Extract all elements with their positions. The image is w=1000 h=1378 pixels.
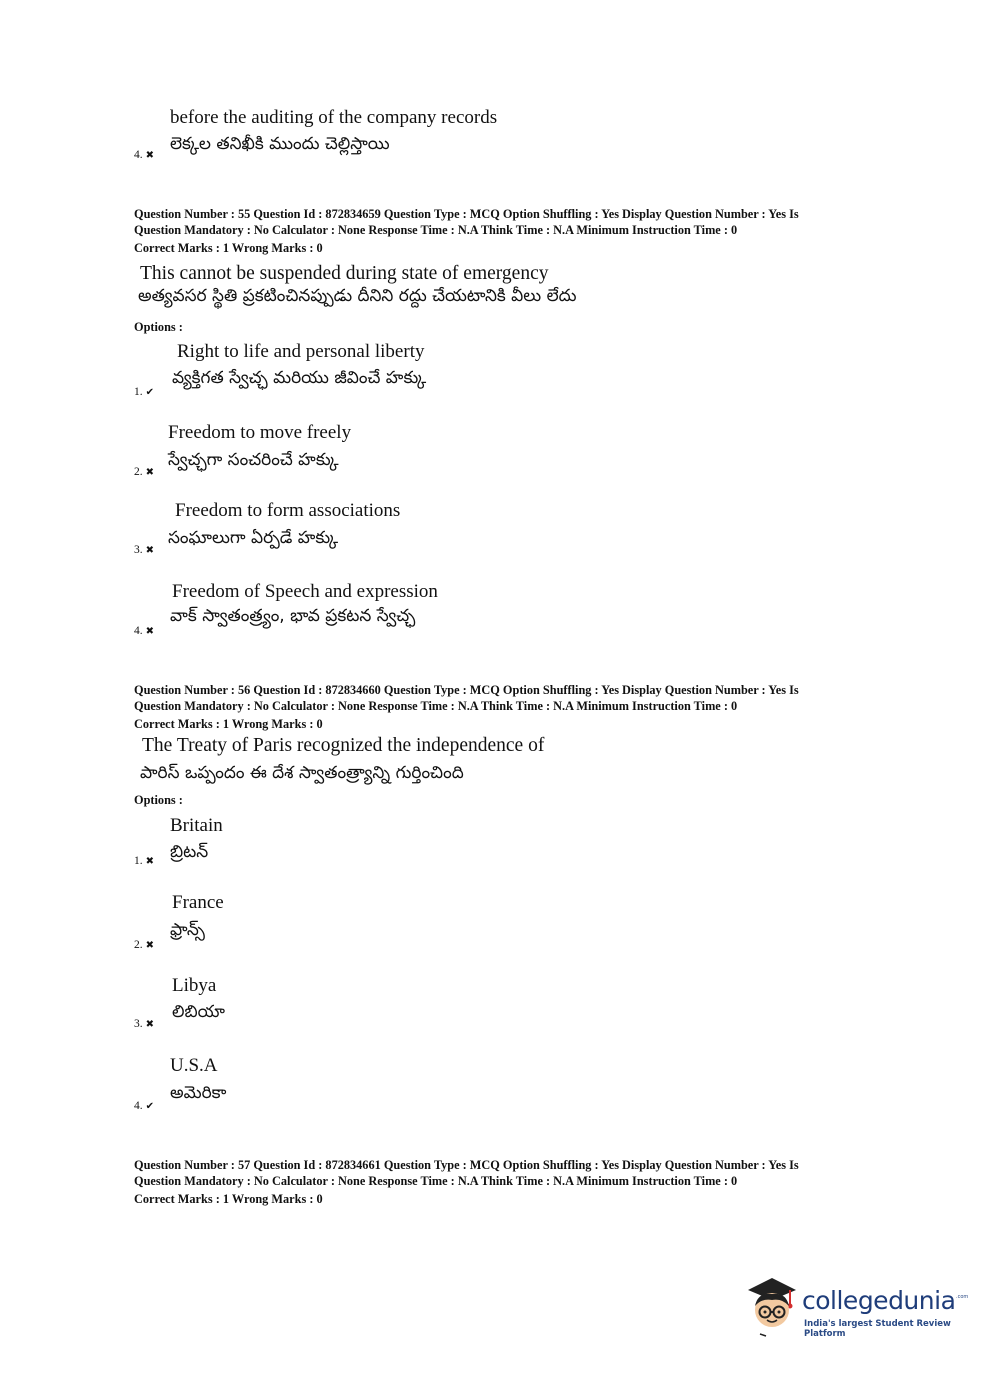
q55-option-1-text-en: Right to life and personal liberty bbox=[177, 341, 425, 362]
q55-option-2-text-te: స్వేచ్ఛగా సంచరించే హక్కు bbox=[168, 450, 339, 470]
question-56-meta: Question Number : 56 Question Id : 872834660 Question Type : MCQ Option Shuffling : Yes Display Question Number : Yes Is Question Mandatory : No Calculator : None Response Time : N.A Think Time : N.A Minimum Instruction Time : 0 Correct Marks : 1 Wrong Marks : 0 bbox=[134, 683, 799, 731]
q55-option-1-text-te: వ్యక్తిగత స్వేచ్ఛ మరియు జీవించే హక్కు bbox=[172, 368, 427, 388]
q55-option-4-text-te: వాక్ స్వాతంత్ర్యం, భావ ప్రకటన స్వేచ్ఛ bbox=[170, 606, 416, 626]
prev-option-4-number: 4. ✖ bbox=[134, 149, 155, 161]
question-56-options-label: Options : bbox=[134, 793, 183, 807]
q56-option-4-text-en: U.S.A bbox=[170, 1055, 218, 1076]
q56-option-4-number: 4. ✔ bbox=[134, 1100, 155, 1112]
question-56-text-en: The Treaty of Paris recognized the independence of bbox=[142, 735, 545, 756]
question-57-meta: Question Number : 57 Question Id : 872834661 Question Type : MCQ Option Shuffling : Yes Display Question Number : Yes Is Question Mandatory : No Calculator : None Response Time : N.A Think Time : N.A Minimum Instruction Time : 0 Correct Marks : 1 Wrong Marks : 0 bbox=[134, 1158, 799, 1206]
question-55-text-en: This cannot be suspended during state of emergency bbox=[140, 263, 549, 284]
q56-option-3-number: 3. ✖ bbox=[134, 1018, 155, 1030]
q56-option-2-number: 2. ✖ bbox=[134, 939, 155, 951]
wrong-mark-icon: ✖ bbox=[145, 1019, 155, 1030]
question-56-text-te: పారిస్ ఒప్పందం ఈ దేశ స్వాతంత్ర్యాన్ని గుర్తించింది bbox=[140, 763, 464, 783]
question-55-meta: Question Number : 55 Question Id : 872834659 Question Type : MCQ Option Shuffling : Yes Display Question Number : Yes Is Question Mandatory : No Calculator : None Response Time : N.A Think Time : N.A Minimum Instruction Time : 0 Correct Marks : 1 Wrong Marks : 0 bbox=[134, 207, 799, 255]
q56-option-2-text-en: France bbox=[172, 892, 224, 913]
q56-option-2-text-te: ఫ్రాన్స్ bbox=[170, 920, 205, 940]
question-55-options-label: Options : bbox=[134, 320, 183, 334]
collegedunia-logo bbox=[742, 1272, 972, 1342]
wrong-mark-icon: ✖ bbox=[145, 856, 155, 867]
wrong-mark-icon: ✖ bbox=[145, 626, 155, 637]
q55-option-2-number: 2. ✖ bbox=[134, 466, 155, 478]
correct-check-icon: ✔ bbox=[145, 1101, 155, 1112]
q55-option-3-text-en: Freedom to form associations bbox=[175, 500, 401, 521]
logo-tagline: India's largest Student Review Platform bbox=[804, 1319, 951, 1339]
q56-option-1-text-en: Britain bbox=[170, 815, 223, 836]
prev-option-4-text-te: లెక్కల తనిఖీకి ముందు చెల్లిస్తాయి bbox=[170, 134, 390, 154]
logo-suffix: .com bbox=[956, 1294, 969, 1300]
q56-option-3-text-en: Libya bbox=[172, 975, 217, 996]
q56-option-1-text-te: బ్రిటన్ bbox=[170, 842, 209, 862]
q56-option-1-number: 1. ✖ bbox=[134, 855, 155, 867]
correct-check-icon: ✔ bbox=[145, 387, 155, 398]
q55-option-2-text-en: Freedom to move freely bbox=[168, 422, 352, 443]
q55-option-4-number: 4. ✖ bbox=[134, 625, 155, 637]
wrong-mark-icon: ✖ bbox=[145, 150, 155, 161]
q55-option-4-text-en: Freedom of Speech and expression bbox=[172, 581, 438, 602]
q56-option-4-text-te: అమెరికా bbox=[170, 1083, 227, 1103]
question-55-text-te: అత్యవసర స్థితి ప్రకటించినప్పుడు దీనిని రద్దు చేయటానికి వీలు లేదు bbox=[138, 286, 577, 306]
q55-option-3-number: 3. ✖ bbox=[134, 544, 155, 556]
q56-option-3-text-te: లిబియా bbox=[172, 1002, 225, 1022]
wrong-mark-icon: ✖ bbox=[145, 545, 155, 556]
logo-wordmark: collegedunia bbox=[802, 1286, 956, 1315]
q55-option-3-text-te: సంఘాలుగా ఏర్పడే హక్కు bbox=[168, 528, 339, 548]
q55-option-1-number: 1. ✔ bbox=[134, 386, 155, 398]
prev-option-4-text-en: before the auditing of the company records bbox=[170, 107, 498, 128]
wrong-mark-icon: ✖ bbox=[145, 467, 155, 478]
mascot-icon bbox=[742, 1272, 804, 1342]
wrong-mark-icon: ✖ bbox=[145, 940, 155, 951]
